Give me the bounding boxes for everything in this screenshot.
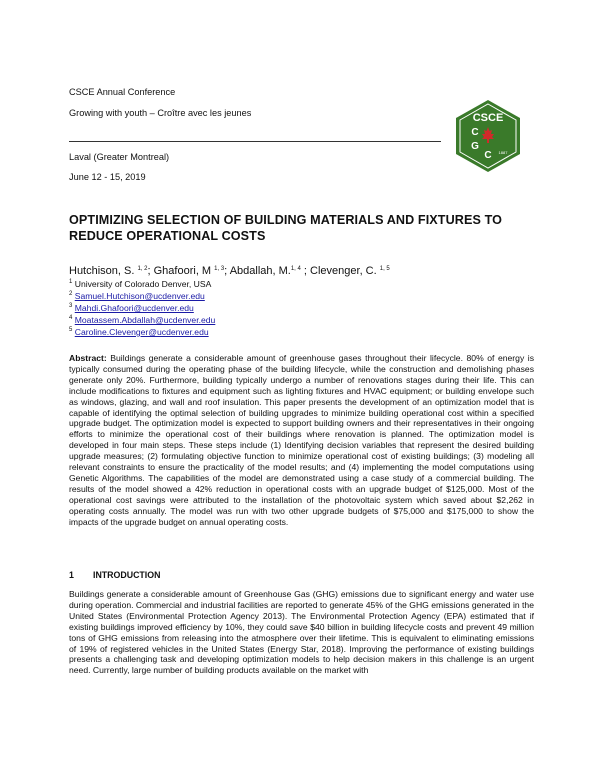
header-divider <box>69 141 441 142</box>
abstract-text: Buildings generate a considerable amount of greenhouse gases throughout their lifecycle. 80% of energy is typically consumed during the operating phase of the building lifecycle, while the construction and demolishing phases generate only 20%. Furthermore, building typically undergo a number of renovations stages during their life. This can include modifications to fixtures and equipment such as lighting fixtures and HVAC equipment; or building envelope such as windows, glazing, and wall and roof insulation. This paper presents the development of an optimization model that is capable of identifying the optimal selection of building upgrades to minimize building operational cost within a specified upgrade budget. The optimization model is expected to support building owners and their representatives in their ongoing efforts to minimize the operational cost of their buildings where renovation is planned. The optimization model is developed in four main steps. These steps include (1) Identifying decision variables that represent the desired building upgrade measures; (2) formulating objective function to minimize operational cost of existing buildings; (3) modeling all relevant constraints to ensure the practicality of the model results; and (4) implementing the model computations using Genetic Algorithms. The capabilities of the model are demonstrated using a case study of a commercial building. The results of the model showed a 42% reduction in operational costs with an upgrade budget of $125,000. Most of the operational cost savings were attributed to the installation of the photovoltaic system which saved about $2,262 in operating costs annually. The model was run with two other upgrade budgets of $75,000 and $175,000 to show the impacts of the upgrade budget on annual operating costs. <box>69 353 534 527</box>
author-name: Clevenger, C. <box>310 265 377 277</box>
logo-text-c2: C <box>484 150 492 161</box>
author-affiliation-marker: 1, 3 <box>214 266 225 272</box>
author-name: Abdallah, M. <box>229 265 291 277</box>
author-affiliation-marker: 1, 4 <box>290 266 301 272</box>
logo-text-csce: CSCE <box>472 112 504 124</box>
author-list: Hutchison, S. $^{1, 2}$; Ghafoori, M $^{1, 3}$; Abdallah, M.$^{1, 4}$ ; Clevenger, C. $^{1, 5}$ <box>69 265 390 277</box>
affiliation-marker: 2 <box>69 291 73 297</box>
affiliation-university <box>69 279 539 290</box>
author-name: Hutchison, S. <box>69 265 135 277</box>
affiliation-email <box>69 327 539 338</box>
introduction-text: Buildings generate a considerable amount of Greenhouse Gas (GHG) emissions due to significant energy and water use during operation. Commercial and industrial facilities are reported to generate 45% of the GHG emissions generated in the United States (Environmental Protection Agency 2013). The Environmental Protection Agency (EPA) estimated that if existing buildings improved efficiency by 10%, they could save $40 billion in building lifecycle costs and prevent 49 million tons of GHG emissions from releasing into the atmosphere over their lifetime. This is equivalent to eliminating emissions of 19% of registered vehicles in the United States (Energy Star, 2018). Improving the performance of existing buildings presents a challenging task and developing optimization models to help decision makers in this challenge is an urgent need. Currently, large number of building products available on the market with <box>69 589 534 676</box>
author-affiliation-marker: 1, 2 <box>137 266 148 272</box>
section-number: 1 <box>69 570 74 580</box>
title-line-2: REDUCE OPERATIONAL COSTS <box>69 229 266 243</box>
logo-text-g: G <box>471 141 479 152</box>
conference-subtitle: Growing with youth – Croître avec les jeunes <box>69 108 252 118</box>
conference-dates: June 12 - 15, 2019 <box>69 172 146 182</box>
affiliation-text: University of Colorado Denver, USA <box>74 279 212 289</box>
email-link[interactable]: Samuel.Hutchison@ucdenver.edu <box>74 291 205 301</box>
affiliation-marker: 4 <box>69 315 73 321</box>
affiliation-marker: 5 <box>69 327 73 333</box>
affiliation-email <box>69 291 539 302</box>
conference-name: CSCE Annual Conference <box>69 87 176 97</box>
author-name: Ghafoori, M <box>153 265 212 277</box>
section-heading-introduction <box>69 570 160 580</box>
logo-text-c1: C <box>471 127 479 138</box>
conference-location: Laval (Greater Montreal) <box>69 152 170 162</box>
affiliation-marker: 3 <box>69 303 73 309</box>
abstract-label: Abstract: <box>69 353 107 363</box>
email-link[interactable]: Mahdi.Ghafoori@ucdenver.edu <box>74 303 194 313</box>
email-link[interactable]: Caroline.Clevenger@ucdenver.edu <box>74 327 209 337</box>
author-affiliation-marker: 1, 5 <box>379 266 390 272</box>
abstract <box>69 353 534 528</box>
csce-logo <box>451 99 525 173</box>
paper-title <box>69 212 539 244</box>
email-link[interactable]: Moatassem.Abdallah@ucdenver.edu <box>74 315 216 325</box>
logo-year: 1887 <box>498 150 508 155</box>
title-line-1: OPTIMIZING SELECTION OF BUILDING MATERIALS AND FIXTURES TO <box>69 213 503 227</box>
affiliation-email <box>69 315 539 326</box>
section-title: INTRODUCTION <box>93 570 161 580</box>
affiliation-marker: 1 <box>69 279 73 285</box>
affiliation-email <box>69 303 539 314</box>
